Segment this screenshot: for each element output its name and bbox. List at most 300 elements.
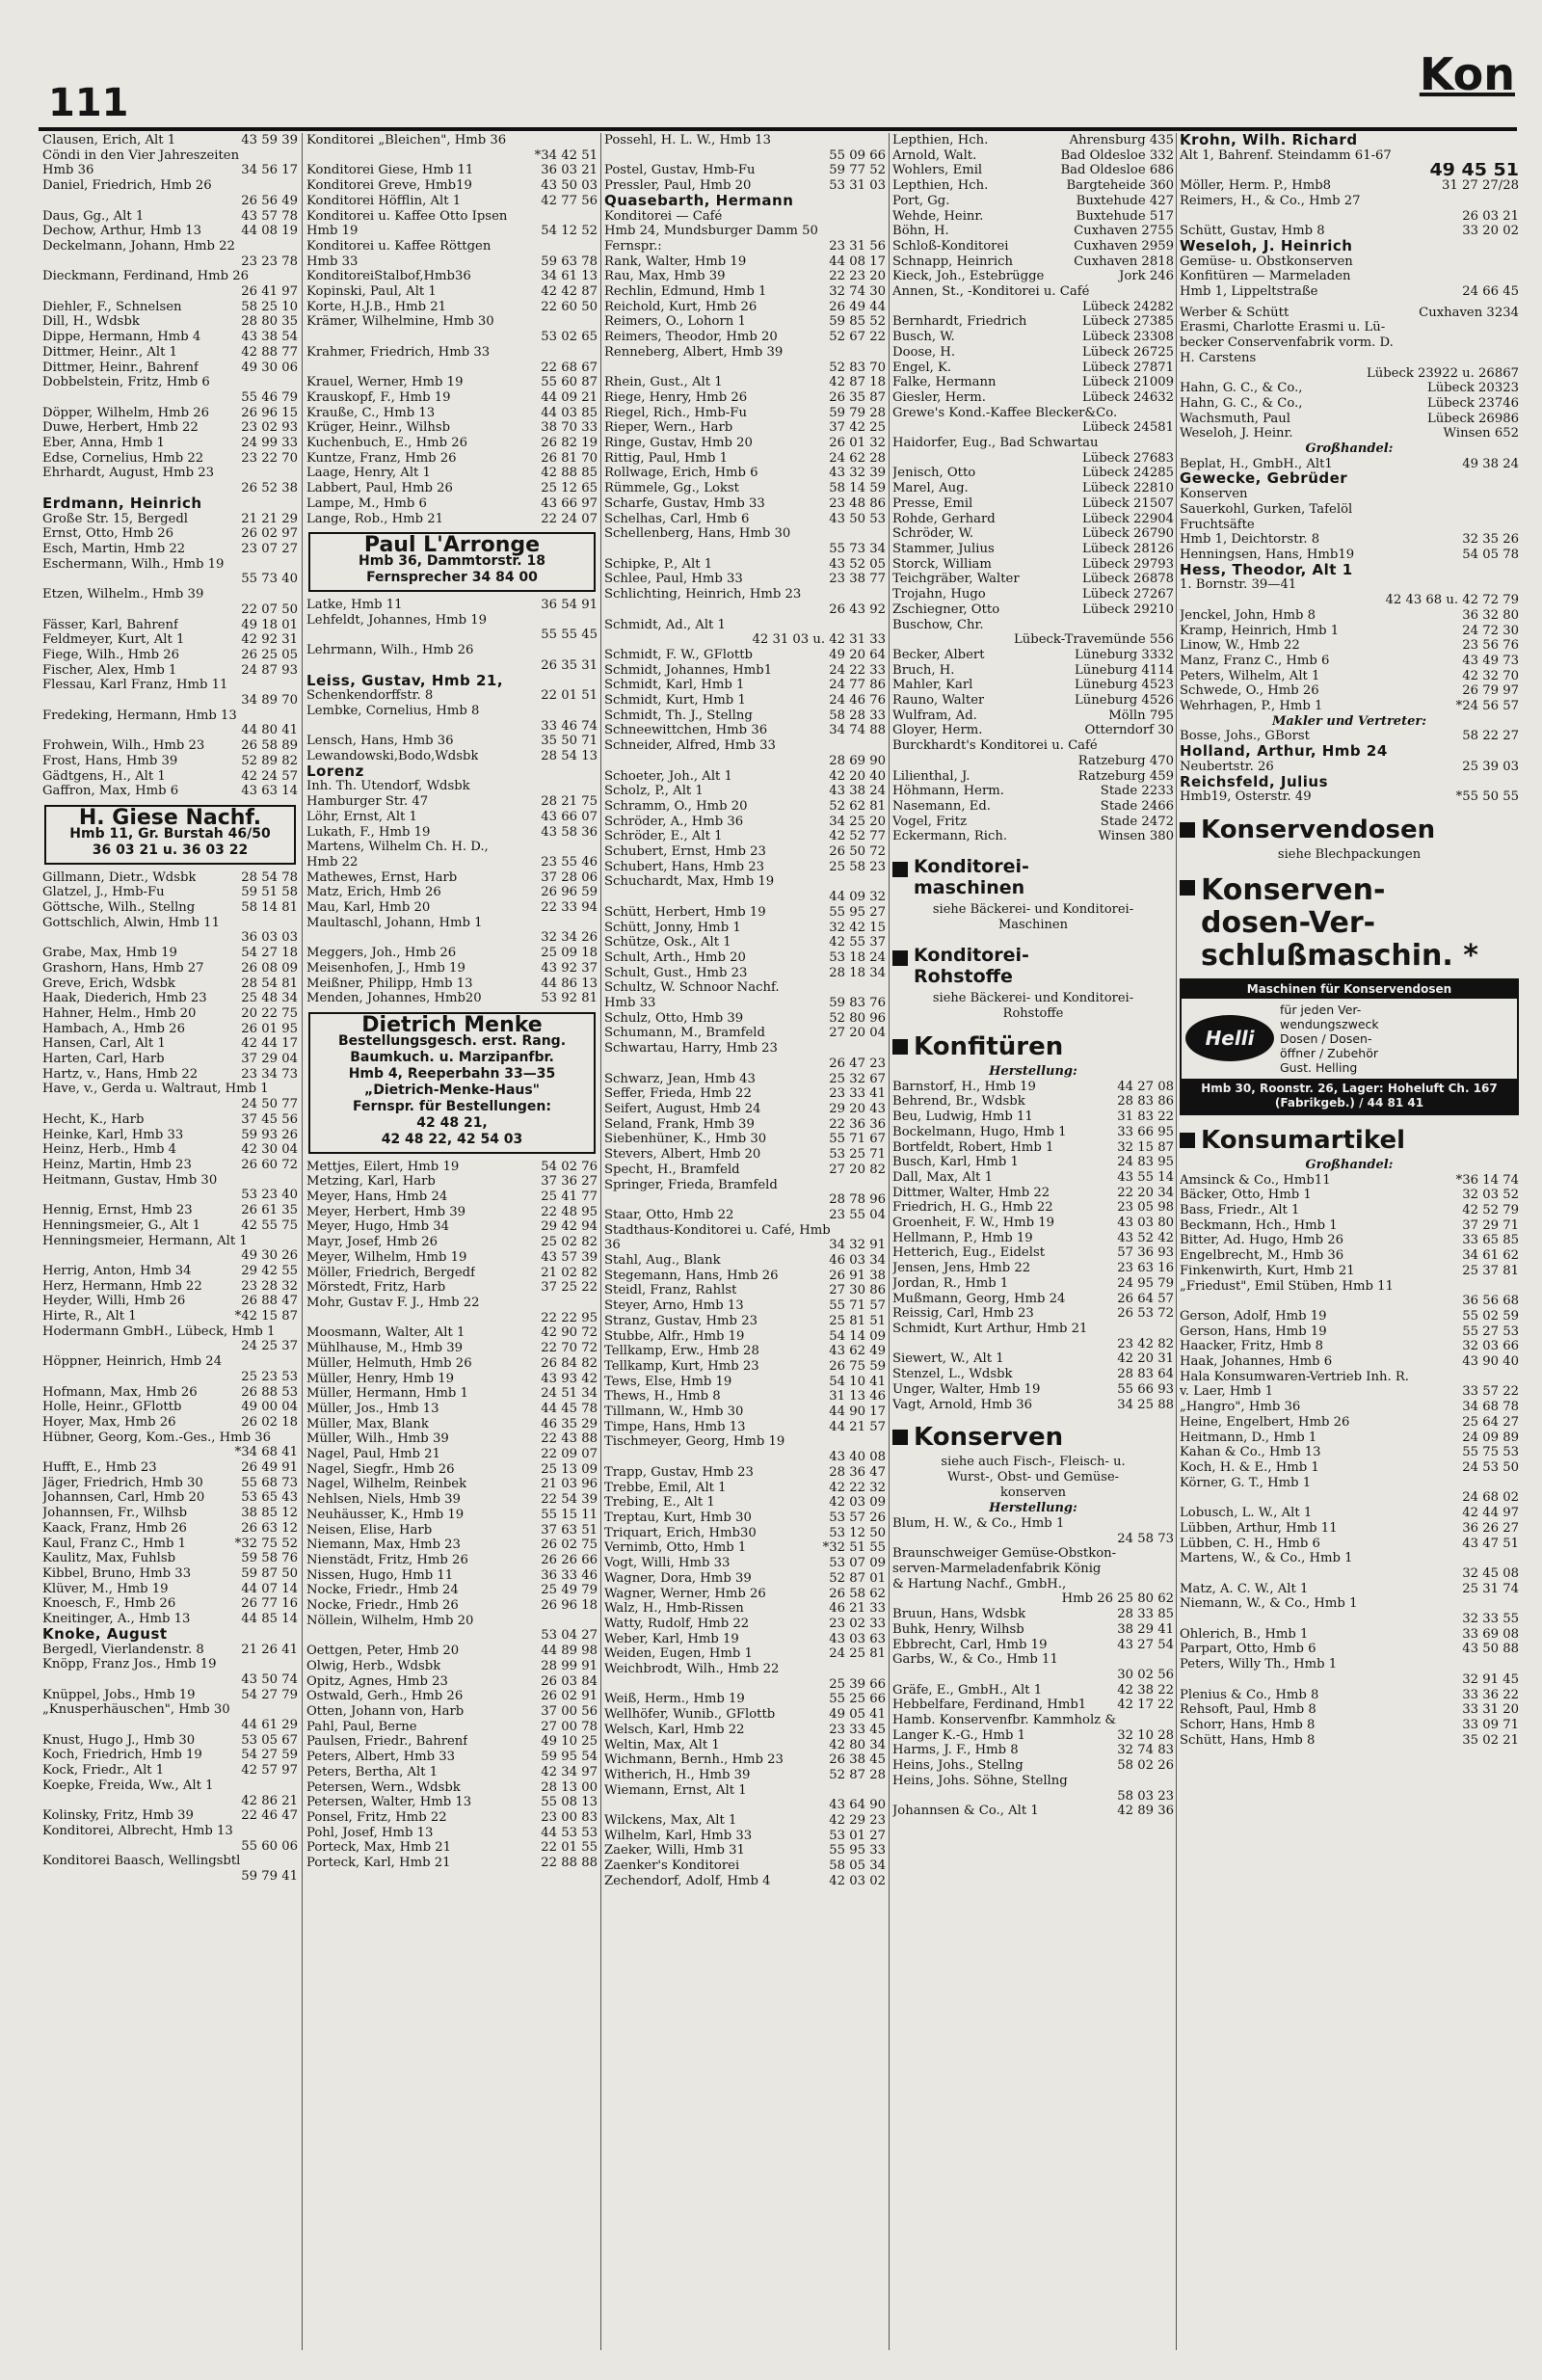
- entry-phone: 43 93 42: [541, 1371, 598, 1386]
- directory-entry: [42, 1808, 298, 1824]
- entry-name: Clausen, Erich, Alt 1: [42, 133, 176, 147]
- entry-name: Wehde, Heinr.: [892, 208, 984, 224]
- entry-phone: [294, 678, 298, 693]
- entry-phone: 52 87 01: [829, 1570, 886, 1586]
- entry-phone: 59 93 26: [241, 1127, 298, 1142]
- entry-phone: [1515, 563, 1519, 578]
- directory-entry: [604, 1389, 886, 1404]
- category-heading: [892, 856, 1174, 898]
- directory-entry: [42, 1385, 298, 1401]
- entry-name: Braunschweiger Gemüse-Obstkon-: [892, 1546, 1117, 1562]
- entry-name: Reissig, Carl, Hmb 23: [892, 1306, 1034, 1322]
- directory-entry: [306, 1614, 598, 1629]
- entry-phone: 29 42 55: [241, 1263, 298, 1278]
- directory-entry: [306, 1431, 598, 1447]
- directory-entry: [306, 991, 598, 1006]
- directory-entry: [892, 361, 1174, 376]
- directory-entry: [604, 1420, 886, 1435]
- entry-phone: [594, 1614, 598, 1629]
- directory-entry: [42, 1128, 298, 1143]
- directory-entry: [1180, 1596, 1519, 1612]
- entry-phone: 37 45 56: [241, 1111, 298, 1127]
- directory-entry: [1180, 194, 1519, 209]
- entry-phone: 49 00 04: [241, 1400, 298, 1415]
- entry-phone: [294, 269, 298, 284]
- directory-entry: [306, 916, 598, 931]
- directory-entry: [604, 1646, 886, 1662]
- directory-entry: [1180, 699, 1519, 714]
- entry-phone: *24 56 57: [1455, 699, 1519, 714]
- directory-entry: [604, 1829, 886, 1844]
- entry-name: Mau, Karl, Hmb 20: [306, 900, 431, 916]
- directory-entry: [892, 163, 1174, 178]
- entry-phone: 25 32 67: [829, 1071, 886, 1086]
- directory-entry: [42, 1354, 298, 1370]
- entry-name: Hess, Theodor, Alt 1: [1180, 562, 1353, 578]
- entry-name: Lepthien, Hch.: [892, 133, 989, 147]
- directory-entry: [892, 481, 1174, 496]
- directory-entry: [306, 825, 598, 841]
- entry-name: Engel, K.: [892, 360, 952, 375]
- entry-phone: 43 90 40: [1462, 1354, 1519, 1370]
- entry-phone: 32 91 45: [1462, 1671, 1519, 1687]
- entry-phone: 26 49 44: [829, 299, 886, 314]
- entry-phone: 28 54 81: [241, 976, 298, 991]
- directory-entry: [42, 1506, 298, 1521]
- entry-name: Ebbrecht, Carl, Hmb 19: [892, 1637, 1048, 1652]
- entry-name: Knöpp, Franz Jos., Hmb 19: [42, 1657, 217, 1672]
- directory-entry: [604, 330, 886, 345]
- directory-entry: [1180, 1370, 1519, 1385]
- entry-phone: 44 07 14: [241, 1581, 298, 1596]
- directory-entry: [306, 1720, 598, 1735]
- category-heading: [892, 1424, 1174, 1451]
- entry-name: Dechow, Arthur, Hmb 13: [42, 224, 202, 239]
- page-number: 111: [48, 81, 129, 125]
- directory-entry: [42, 375, 298, 390]
- directory-entry: [42, 406, 298, 421]
- directory-entry: [42, 1324, 298, 1340]
- entry-phone: 49 18 01: [241, 617, 298, 632]
- entry-phone: [294, 496, 298, 512]
- entry-name: Duwe, Herbert, Hmb 22: [42, 420, 199, 436]
- directory-entry: [604, 526, 886, 542]
- entry-name: Müller, Hermann, Hmb 1: [306, 1386, 468, 1402]
- entry-phone: 42 52 77: [829, 829, 886, 844]
- entry-phone: 55 02 59: [1462, 1308, 1519, 1324]
- entry-name: Stegemann, Hans, Hmb 26: [604, 1268, 779, 1283]
- entry-name: Jäger, Friedrich, Hmb 30: [42, 1475, 203, 1490]
- entry-name: Jensen, Jens, Hmb 22: [892, 1261, 1031, 1276]
- entry-phone: 55 46 79: [241, 389, 298, 405]
- entry-phone: 26 01 95: [241, 1021, 298, 1036]
- entry-phone: [594, 613, 598, 628]
- entry-phone: 53 65 43: [241, 1490, 298, 1506]
- entry-name: Lübben, Arthur, Hmb 11: [1180, 1520, 1338, 1536]
- entry-phone: Lübeck 24581: [1081, 420, 1174, 436]
- category-title: [914, 1033, 1063, 1060]
- directory-entry: [604, 1329, 886, 1345]
- entry-name: Stranz, Gustav, Hmb 23: [604, 1313, 758, 1328]
- entry-name: Have, v., Gerda u. Waltraut, Hmb 1: [42, 1082, 269, 1097]
- entry-phone: 22 54 39: [541, 1492, 598, 1508]
- directory-entry: [604, 254, 886, 270]
- entry-name: Treptau, Kurt, Hmb 30: [604, 1510, 752, 1525]
- entry-phone: 43 58 36: [541, 824, 598, 840]
- directory-entry: [892, 1094, 1174, 1110]
- entry-name: Meißner, Philipp, Hmb 13: [306, 976, 473, 991]
- entry-phone: 53 23 40: [241, 1188, 298, 1203]
- directory-entry: [42, 451, 298, 467]
- category-title: [914, 945, 1029, 987]
- entry-phone: 46 35 29: [541, 1416, 598, 1431]
- directory-entry: [42, 1279, 298, 1295]
- entry-phone: 28 99 91: [541, 1658, 598, 1673]
- directory-entry: [1180, 133, 1519, 148]
- entry-name: Hambach, A., Hmb 26: [42, 1021, 185, 1036]
- entry-name: Schenkendorffstr. 8: [306, 688, 434, 704]
- entry-phone: 28 54 13: [541, 749, 598, 764]
- entry-phone: 32 74 83: [1117, 1743, 1174, 1758]
- entry-name: KonditoreiStalbof,Hmb36: [306, 269, 471, 284]
- directory-entry: [42, 587, 298, 602]
- entry-name: Rehsoft, Paul, Hmb 8: [1180, 1702, 1316, 1718]
- entry-phone: 28 83 86: [1117, 1094, 1174, 1110]
- column-5: [1180, 133, 1519, 2350]
- directory-entry: [604, 1117, 886, 1133]
- entry-name: Linow, W., Hmb 22: [1180, 638, 1300, 654]
- directory-entry: [604, 406, 886, 421]
- directory-entry: [42, 1431, 298, 1446]
- entry-phone: [882, 345, 886, 361]
- directory-entry: [306, 1750, 598, 1765]
- directory-entry: [892, 496, 1174, 512]
- entry-phone: Stade 2233: [1100, 784, 1174, 799]
- entry-name: Sauerkohl, Gurken, Tafelöl: [1180, 501, 1353, 517]
- directory-entry: [306, 1235, 598, 1250]
- entry-phone: [1515, 239, 1519, 254]
- entry-phone: 42 03 02: [829, 1873, 886, 1888]
- directory-entry: [604, 300, 886, 315]
- directory-entry: [42, 1173, 298, 1189]
- directory-entry: [306, 643, 598, 658]
- entry-name: Gewecke, Gebrüder: [1180, 471, 1348, 488]
- directory-entry: [892, 345, 1174, 361]
- entry-phone: 59 85 52: [829, 314, 886, 330]
- directory-entry: [604, 860, 886, 875]
- entry-name: Edse, Cornelius, Hmb 22: [42, 450, 204, 466]
- entry-name: Knust, Hugo J., Hmb 30: [42, 1732, 196, 1748]
- directory-entry: [892, 1245, 1174, 1261]
- entry-phone: Cuxhaven 2818: [1074, 254, 1174, 269]
- entry-name: Holle, Heinr., GFlottb: [42, 1400, 182, 1415]
- directory-entry: [1180, 1506, 1519, 1521]
- entry-name: Busch, Karl, Hmb 1: [892, 1155, 1019, 1170]
- entry-name: Nissen, Hugo, Hmb 11: [306, 1567, 454, 1583]
- entry-name: Henningsmeier, G., Alt 1: [42, 1217, 201, 1233]
- entry-phone: 53 02 65: [541, 330, 598, 345]
- directory-entry: [892, 769, 1174, 785]
- entry-phone: 26 61 35: [241, 1203, 298, 1218]
- entry-phone: 24 09 89: [1462, 1430, 1519, 1445]
- directory-entry: [892, 224, 1174, 239]
- entry-phone: 34 32 91: [829, 1238, 886, 1253]
- entry-name: Metzing, Karl, Harb: [306, 1174, 436, 1190]
- directory-entry: [892, 1110, 1174, 1125]
- entry-phone: [594, 1296, 598, 1311]
- entry-name: Labbert, Paul, Hmb 26: [306, 481, 453, 496]
- entry-phone: [294, 1234, 298, 1249]
- directory-entry: [1180, 1248, 1519, 1264]
- directory-entry: [1180, 548, 1519, 563]
- entry-name: Knoke, August: [42, 1626, 168, 1643]
- entry-phone: 59 51 58: [241, 885, 298, 900]
- directory-entry: [42, 239, 298, 254]
- entry-name: Gädtgens, H., Alt 1: [42, 768, 166, 784]
- directory-entry: [42, 1688, 298, 1703]
- entry-phone: 31 13 46: [829, 1389, 886, 1404]
- entry-phone: 53 31 03: [829, 178, 886, 194]
- entry-phone: 53 18 24: [829, 949, 886, 965]
- column-divider: [889, 133, 890, 2350]
- entry-phone: [1515, 1596, 1519, 1612]
- entry-name: Kaulitz, Max, Fuhlsb: [42, 1551, 176, 1566]
- entry-name: Heine, Engelbert, Hmb 26: [1180, 1414, 1350, 1430]
- entry-name: Lehfeldt, Johannes, Hmb 19: [306, 612, 488, 628]
- directory-entry: [892, 1186, 1174, 1201]
- directory-entry: [1180, 502, 1519, 518]
- entry-phone: [1515, 254, 1519, 270]
- subsection-heading: Herstellung:: [989, 1064, 1077, 1080]
- directory-entry: [306, 870, 598, 886]
- entry-phone: [294, 1778, 298, 1794]
- entry-name: Schmidt, Kurt, Hmb 1: [604, 693, 746, 709]
- entry-phone: 43 38 54: [241, 330, 298, 345]
- entry-name: Etzen, Wilhelm., Hmb 39: [42, 587, 204, 602]
- entry-phone: [294, 1324, 298, 1340]
- entry-name: Heins, Johs., Stellng: [892, 1758, 1024, 1774]
- entry-name: Kuchenbuch, E., Hmb 26: [306, 436, 468, 451]
- directory-entry: [604, 1314, 886, 1329]
- entry-name: Holland, Arthur, Hmb 24: [1180, 744, 1388, 760]
- entry-name: Henningsmeier, Hermann, Alt 1: [42, 1233, 248, 1248]
- directory-entry: [1180, 1490, 1519, 1506]
- entry-name: Fässer, Karl, Bahrenf: [42, 617, 178, 632]
- entry-name: Siebenhüner, K., Hmb 30: [604, 1132, 767, 1147]
- entry-name: Meyer, Wilhelm, Hmb 19: [306, 1249, 467, 1265]
- entry-name: Cöndi in den Vier Jahreszeiten: [42, 147, 240, 163]
- directory-entry: [604, 239, 886, 254]
- entry-phone: 34 89 70: [241, 693, 298, 709]
- entry-phone: 42 92 31: [241, 632, 298, 648]
- entry-phone: 49 20 64: [829, 647, 886, 662]
- entry-phone: 59 95 54: [541, 1750, 598, 1765]
- entry-phone: 44 90 17: [829, 1404, 886, 1420]
- directory-entry: [604, 618, 886, 633]
- entry-phone: [594, 209, 598, 225]
- directory-entry: [892, 1322, 1174, 1337]
- directory-entry: [306, 209, 598, 225]
- directory-entry: [1180, 224, 1519, 239]
- subsection-heading: Großhandel:: [1305, 1157, 1394, 1172]
- entry-phone: 22 01 51: [541, 688, 598, 704]
- directory-entry: [306, 1628, 598, 1644]
- entry-name: Johannsen, Carl, Hmb 20: [42, 1490, 205, 1506]
- entry-name: Konditorei u. Kaffee Röttgen: [306, 238, 492, 254]
- directory-entry: [604, 769, 886, 785]
- entry-phone: 42 44 97: [1462, 1506, 1519, 1521]
- entry-phone: [1170, 436, 1174, 451]
- entry-phone: 24 53 50: [1462, 1460, 1519, 1475]
- entry-phone: Otterndorf 30: [1084, 723, 1174, 738]
- column-divider: [1176, 133, 1177, 2350]
- directory-entry: [1180, 1400, 1519, 1415]
- entry-phone: 35 50 71: [541, 734, 598, 749]
- directory-entry: [42, 330, 298, 345]
- entry-name: Trebbe, Emil, Alt 1: [604, 1480, 727, 1495]
- directory-entry: [892, 557, 1174, 573]
- directory-entry: [306, 1462, 598, 1478]
- entry-phone: 55 60 87: [541, 375, 598, 390]
- directory-entry: [306, 1205, 598, 1220]
- entry-name: Löhr, Ernst, Alt 1: [306, 809, 417, 824]
- entry-name: Wachsmuth, Paul: [1180, 411, 1290, 426]
- entry-phone: 28 83 64: [1117, 1367, 1174, 1382]
- directory-entry: [892, 738, 1174, 754]
- entry-name: Triquart, Erich, Hmb30: [604, 1525, 757, 1540]
- note-line: siehe Bäckerei- und Konditorei-: [932, 991, 1134, 1006]
- entry-name: Harten, Carl, Harb: [42, 1052, 165, 1067]
- entry-name: Arnold, Walt.: [892, 147, 977, 163]
- category-title: [1201, 874, 1478, 973]
- entry-phone: [1515, 351, 1519, 366]
- directory-entry: [42, 512, 298, 527]
- directory-entry: [1180, 1476, 1519, 1491]
- entry-phone: 21 21 29: [241, 511, 298, 526]
- entry-phone: 24 77 86: [829, 678, 886, 693]
- header-rule: [39, 127, 1517, 131]
- entry-phone: 24 83 95: [1117, 1155, 1174, 1170]
- directory-entry: [42, 693, 298, 709]
- entry-phone: [1515, 1551, 1519, 1566]
- entry-name: Stenzel, L., Wdsbk: [892, 1367, 1013, 1382]
- entry-phone: [882, 1041, 886, 1056]
- entry-name: Schnapp, Heinrich: [892, 254, 1013, 269]
- entry-phone: 22 88 88: [541, 1856, 598, 1871]
- ad-line: für jeden Ver-: [1280, 1002, 1362, 1017]
- directory-entry: [892, 542, 1174, 557]
- directory-entry: [892, 526, 1174, 542]
- entry-name: Harms, J. F., Hmb 8: [892, 1743, 1019, 1758]
- entry-phone: [294, 1657, 298, 1672]
- entry-phone: 43 03 80: [1117, 1216, 1174, 1231]
- category-title: [914, 1424, 1063, 1451]
- entry-name: Frohwein, Wilh., Hmb 23: [42, 738, 205, 754]
- directory-entry: [604, 314, 886, 330]
- entry-phone: 55 55 45: [541, 628, 598, 643]
- entry-name: Trojahn, Hugo: [892, 587, 986, 602]
- directory-entry: [306, 749, 598, 764]
- entry-phone: 33 36 22: [1462, 1687, 1519, 1702]
- entry-name: Schwarz, Jean, Hmb 43: [604, 1071, 756, 1086]
- entry-phone: 26 58 89: [241, 738, 298, 754]
- entry-name: Storck, William: [892, 556, 992, 572]
- entry-phone: 43 64 90: [829, 1798, 886, 1813]
- directory-entry: [604, 481, 886, 496]
- ad-line: Baumkuch. u. Marzipanfbr.: [350, 1049, 554, 1065]
- entry-phone: 22 20 34: [1117, 1185, 1174, 1200]
- entry-phone: 25 64 27: [1462, 1414, 1519, 1430]
- entry-name: Rank, Walter, Hmb 19: [604, 254, 747, 269]
- directory-entry: [604, 678, 886, 693]
- entry-name: Wilhelm, Karl, Hmb 33: [604, 1828, 753, 1843]
- entry-name: Tillmann, W., Hmb 30: [604, 1404, 744, 1420]
- entry-phone: 37 29 04: [241, 1052, 298, 1067]
- directory-entry: [306, 613, 598, 628]
- directory-entry: [42, 557, 298, 573]
- entry-name: Peters, Albert, Hmb 33: [306, 1750, 456, 1765]
- entry-phone: 23 63 16: [1117, 1261, 1174, 1276]
- directory-entry: [42, 1112, 298, 1128]
- entry-name: Dittmer, Heinr., Alt 1: [42, 344, 178, 360]
- entry-phone: [882, 1434, 886, 1450]
- directory-entry: [42, 1067, 298, 1083]
- directory-entry: [604, 1738, 886, 1753]
- entry-phone: 22 07 50: [241, 602, 298, 617]
- entry-phone: Cuxhaven 2755: [1074, 224, 1174, 239]
- entry-phone: 43 50 03: [541, 178, 598, 194]
- directory-entry: [1180, 178, 1519, 194]
- entry-name: Matz, A. C. W., Alt 1: [1180, 1581, 1309, 1596]
- entry-phone: 32 33 55: [1462, 1612, 1519, 1627]
- directory-entry: [892, 1125, 1174, 1140]
- directory-entry: [604, 935, 886, 950]
- entry-name: Konditorei Höfflin, Alt 1: [306, 193, 462, 208]
- directory-entry: [1180, 563, 1519, 578]
- directory-entry: [892, 754, 1174, 769]
- entry-phone: 23 56 76: [1462, 638, 1519, 654]
- entry-name: Werber & Schütt: [1180, 305, 1289, 320]
- entry-phone: [594, 239, 598, 254]
- entry-name: Konserven: [1180, 487, 1248, 502]
- entry-name: Lobusch, L. W., Alt 1: [1180, 1506, 1313, 1521]
- entry-name: Eckermann, Rich.: [892, 829, 1008, 844]
- entry-phone: [1170, 1546, 1174, 1562]
- directory-entry: [42, 1521, 298, 1537]
- note-line: Maschinen: [998, 918, 1068, 933]
- entry-phone: 24 68 02: [1462, 1490, 1519, 1506]
- entry-name: Hodermann GmbH., Lübeck, Hmb 1: [42, 1324, 276, 1339]
- entry-name: serven-Marmeladenfabrik König: [892, 1562, 1102, 1577]
- entry-phone: [1515, 518, 1519, 533]
- entry-name: Krauel, Werner, Hmb 19: [306, 375, 464, 390]
- entry-name: Müller, Henry, Hmb 19: [306, 1371, 455, 1386]
- entry-name: Schellenberg, Hans, Hmb 30: [604, 526, 791, 542]
- directory-entry: [306, 163, 598, 178]
- directory-entry: [42, 542, 298, 557]
- entry-name: Hebbelfare, Ferdinand, Hmb1: [892, 1698, 1087, 1713]
- entry-phone: 42 89 36: [1117, 1804, 1174, 1819]
- directory-entry: [306, 810, 598, 825]
- category-title: [914, 856, 1029, 898]
- entry-phone: 55 27 53: [1462, 1324, 1519, 1339]
- entry-name: Neisen, Elise, Harb: [306, 1522, 433, 1538]
- entry-phone: 43 50 88: [1462, 1642, 1519, 1657]
- directory-entry: [892, 1591, 1174, 1607]
- entry-name: Niemann, Max, Hmb 23: [306, 1538, 461, 1553]
- entry-phone: 53 92 81: [541, 991, 598, 1006]
- ad-title: H. Giese Nachf.: [78, 805, 262, 830]
